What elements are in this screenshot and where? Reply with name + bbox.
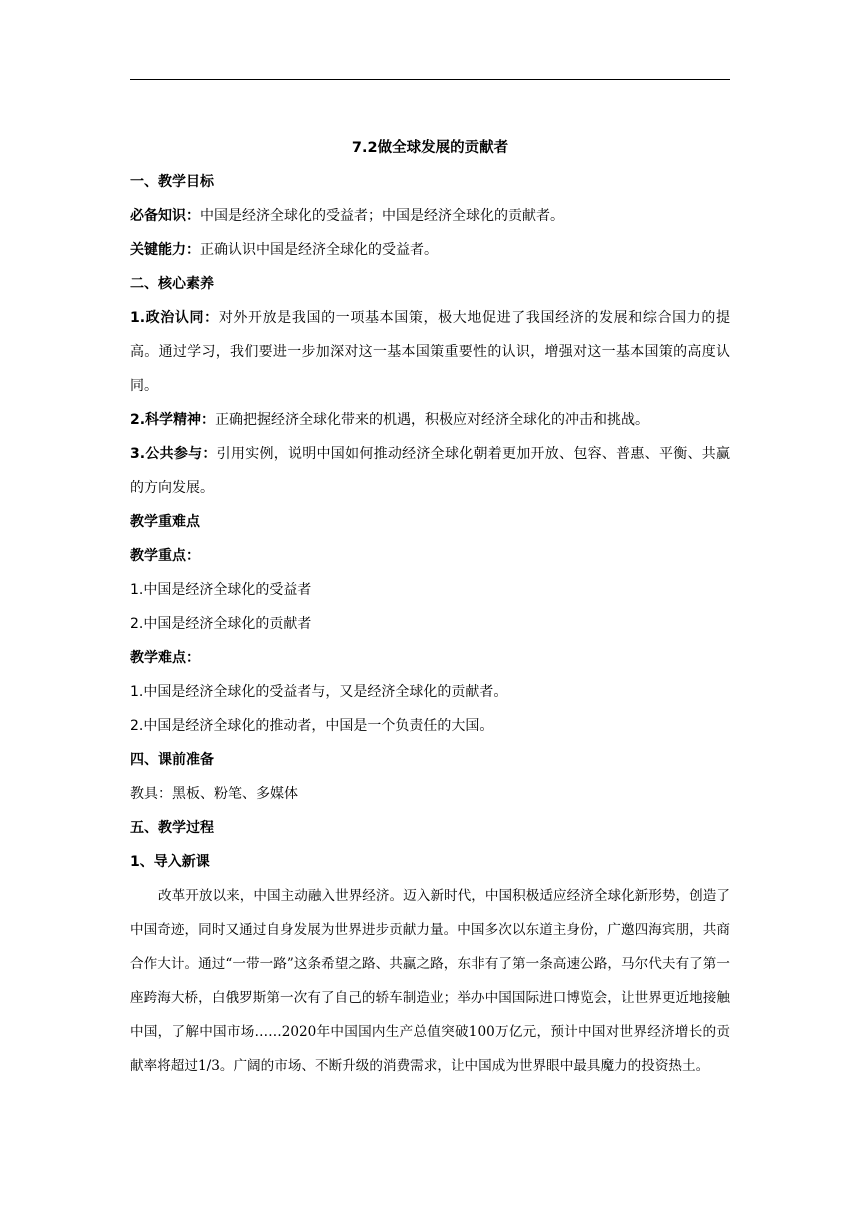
document-body (130, 131, 730, 1083)
section-heading-literacy: 二、核心素养 (130, 276, 214, 292)
section-heading-process: 五、教学过程 (130, 820, 214, 836)
literacy-item-3-text: 引用实例，说明中国如何推动经济全球化朝着更加开放、包容、普惠、平衡、共赢的方向发展。 (130, 446, 731, 496)
difficulty-item: 2.中国是经济全球化的推动者，中国是一个负责任的大国。 (130, 718, 494, 734)
section-heading-objectives: 一、教学目标 (130, 174, 214, 190)
section-heading-preparation: 四、课前准备 (130, 752, 214, 768)
literacy-item-1-label: 1.政治认同： (130, 310, 219, 326)
literacy-item-3 (130, 437, 730, 505)
focus-label: 教学重点： (130, 548, 200, 564)
literacy-item-1 (130, 301, 730, 403)
literacy-item-3-label: 3.公共参与： (130, 446, 217, 462)
difficulty-label: 教学难点： (130, 650, 200, 666)
knowledge-text: 中国是经济全球化的受益者；中国是经济全球化的贡献者。 (200, 208, 564, 224)
literacy-item-1-text: 对外开放是我国的一项基本国策，极大地促进了我国经济的发展和综合国力的提高。通过学习，我们要进一步加深对这一基本国策重要性的认识，增强对这一基本国策的高度认同。 (130, 310, 731, 394)
subsection-heading-intro: 1、导入新课 (130, 854, 210, 870)
knowledge-line (130, 199, 730, 233)
difficulty-item: 1.中国是经济全球化的受益者与，又是经济全球化的贡献者。 (130, 684, 508, 700)
preparation-text: 教具：黑板、粉笔、多媒体 (130, 786, 298, 802)
ability-line (130, 233, 730, 267)
literacy-item-2 (130, 403, 730, 437)
knowledge-label: 必备知识： (130, 208, 200, 224)
section-heading-key-points: 教学重难点 (130, 514, 200, 530)
ability-label: 关键能力： (130, 242, 200, 258)
header-rule (130, 79, 730, 80)
intro-paragraph: 改革开放以来，中国主动融入世界经济。迈入新时代，中国积极适应经济全球化新形势，创造了中国奇迹，同时又通过自身发展为世界进步贡献力量。中国多次以东道主身份，广邀四海宾朋，共商合作大计。通过“一带一路”这条希望之路、共赢之路，东非有了第一条高速公路，马尔代夫有了第一座跨海大桥，白俄罗斯第一次有了自己的轿车制造业；举办中国国际进口博览会，让世界更近地接触中国，了解中国市场……2020年中国国内生产总值突破100万亿元，预计中国对世界经济增长的贡献率将超过1/3。广阔的市场、不断升级的消费需求，让中国成为世界眼中最具魔力的投资热土。 (130, 888, 730, 1074)
ability-text: 正确认识中国是经济全球化的受益者。 (200, 242, 438, 258)
focus-item: 1.中国是经济全球化的受益者 (130, 582, 312, 598)
focus-item: 2.中国是经济全球化的贡献者 (130, 616, 312, 632)
document-title: 7.2做全球发展的贡献者 (351, 140, 509, 156)
literacy-item-2-label: 2.科学精神： (130, 412, 216, 428)
literacy-item-2-text: 正确把握经济全球化带来的机遇，积极应对经济全球化的冲击和挑战。 (215, 412, 650, 428)
